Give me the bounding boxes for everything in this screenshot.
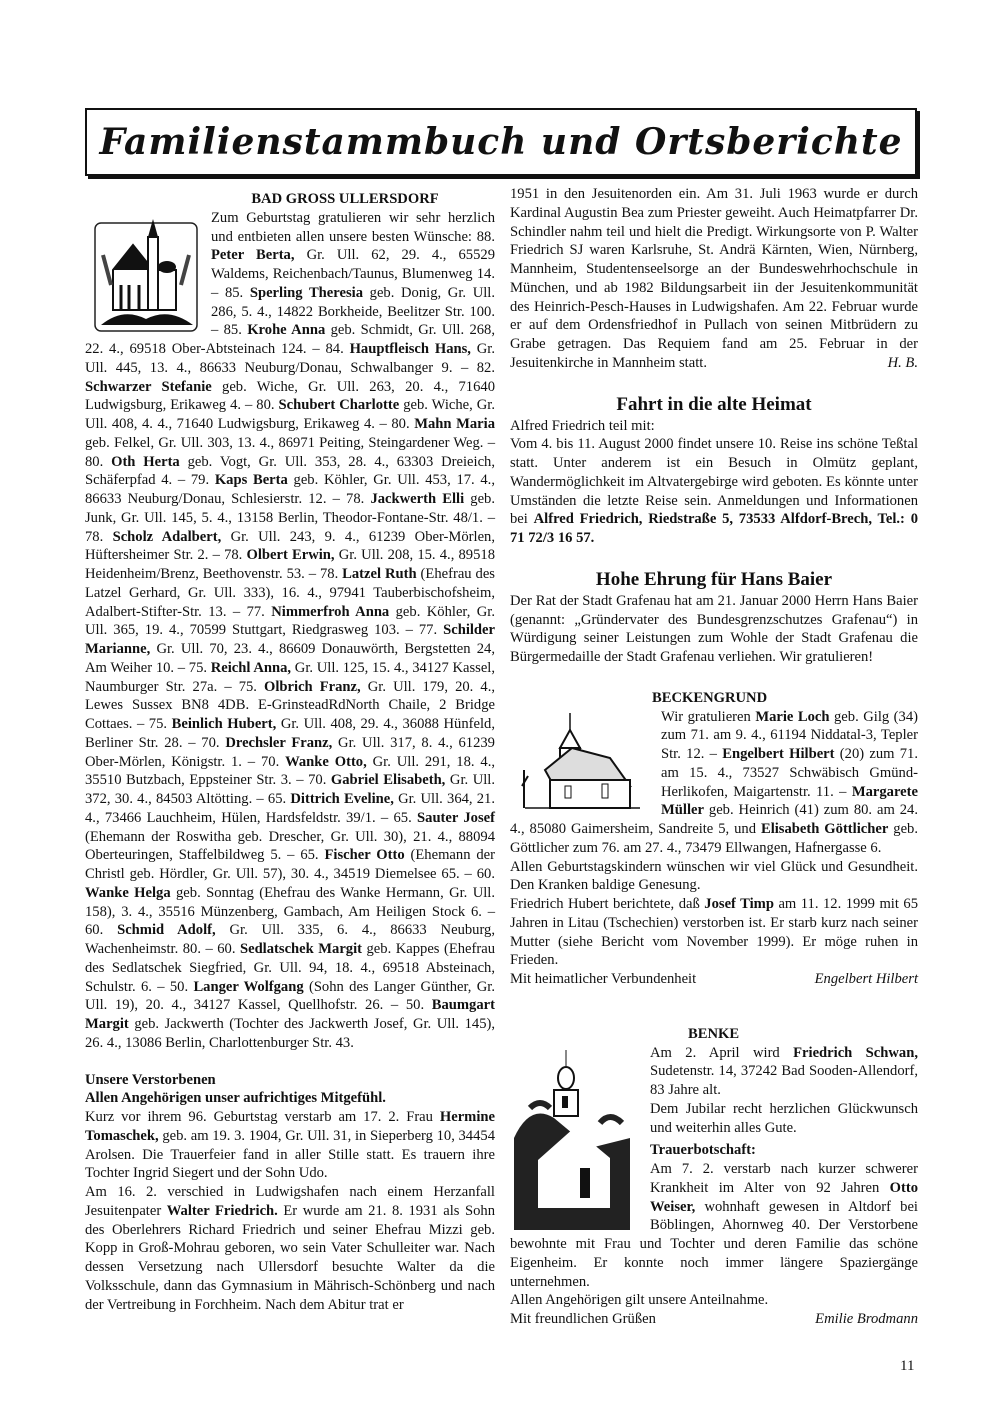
mourning-heading: Trauerbotschaft: bbox=[650, 1142, 756, 1159]
bold-name: Hauptfleisch Hans, bbox=[349, 341, 471, 357]
text-run: Zum Geburtstag gratulieren wir sehr herzlich und entbieten allen unsere besten Wünsche: 88. bbox=[211, 209, 495, 245]
benke-signoff bbox=[510, 1310, 918, 1329]
bold-name: Langer Wolfgang bbox=[193, 978, 304, 995]
section-heading-bad-gross-ullersdorf: BAD GROSS ULLERSDORF bbox=[251, 191, 439, 207]
bold-name: Engelbert Hilbert bbox=[722, 746, 835, 762]
text-run: Gr. Ull. 445, 13. 4., 86633 Neuburg/Donau, Schwalbanger 9. – 82. bbox=[85, 341, 495, 376]
text-run: geb. Heinrich (41) zum 80. am 24. 4., 85080 Gaimersheim, Sandreite 5, und bbox=[510, 802, 918, 837]
bold-name: Sauter Josef bbox=[417, 809, 496, 826]
bold-name: Baumgart Margit bbox=[85, 997, 495, 1032]
text-run: Am 16. 2. verschied in Ludwigshafen nach einem Herzanfall Jesuitenpater bbox=[85, 1184, 495, 1219]
text-run: Gr. Ull. 372, 30. 4., 84503 Altötting. – 65. bbox=[85, 772, 495, 807]
bold-name: Hermine Tomaschek, bbox=[85, 1109, 495, 1144]
bold-name: Wanke Otto, bbox=[285, 753, 367, 770]
bold-name: Walter Friedrich. bbox=[166, 1202, 278, 1219]
deceased-heading: Unsere Verstorbenen bbox=[85, 1071, 216, 1088]
text-run: Friedrich Hubert berichtete, daß bbox=[510, 896, 705, 912]
text-run: geb. Sonntag (Ehefrau des Wanke Hermann, Gr. Ull. 158), 3. 4., 35516 Münzenberg, Gambach, Am Heiligen Stock 6. – 60. bbox=[85, 884, 495, 939]
bold-name: Reichl Anna, bbox=[210, 659, 292, 676]
closing-text: Mit freundlichen Grüßen bbox=[510, 1311, 656, 1327]
text-run: Allen Geburtstagskindern wünschen wir viel Glück und Gesundheit. Den Kranken baldige Genesung. bbox=[510, 858, 918, 894]
bold-name: Josef Timp bbox=[704, 896, 774, 912]
bold-name: Latzel Ruth bbox=[342, 566, 417, 582]
text-run: (Ehefrau des Latzel Gerhard, Gr. Ull. 333), 16. 4., 97941 Tauberbischofsheim, Adalbert-Stifter-Str. 13. – 77. bbox=[85, 566, 495, 620]
text-run: Gr. Ull. 208, 15. 4., 89518 Heidenheim/Brenz, Beethovenstr. 53. – 78. bbox=[85, 547, 495, 582]
bold-name: Peter Berta, bbox=[211, 247, 295, 264]
bold-name: Nimmerfroh Anna bbox=[271, 603, 390, 620]
text-run: geb. Donig, Gr. Ull. 286, 5. 4., 14822 Borkheide, Beelitzer Str. 100. – 85. bbox=[211, 284, 495, 339]
page-number: 11 bbox=[900, 1358, 915, 1374]
chapel-illustration bbox=[510, 708, 655, 820]
beckengrund-wishes bbox=[510, 858, 918, 896]
text-run: (Ehemann der Christl geb. Hördler, Gr. Ull. 57), 30. 4., 34519 Diemelsee 65. – 60. bbox=[85, 847, 496, 882]
text-run: am 11. 12. 1999 mit 65 Jahren in Litau (Tschechien) verstorben ist. Er starb kurz nach seiner Mutter (siehe Bericht vom November 1999). Er möge ruhen in Frieden. bbox=[510, 896, 919, 969]
text-run: Am 2. April wird bbox=[650, 1044, 794, 1061]
bold-name: Scholz Adalbert, bbox=[112, 528, 222, 545]
text-run: geb. Wiche, Gr. Ull. 263, 20. 4., 71640 Ludwigsburg, Erikaweg 4. – 80. bbox=[85, 378, 495, 414]
text-run: Vom 4. bis 11. August 2000 findet unsere 10. Reise ins schöne Teßtal statt. Unter anderem ist ein Besuch in Olmütz geplant, Wandermöglichkeit im Altvatergebirge wird geboten. Es könnte unter Umständen die letzte Reise sein. Anmeldungen und Informationen bei bbox=[510, 436, 918, 528]
bold-name: Gabriel Elisabeth, bbox=[330, 772, 446, 789]
bold-name: Otto Weiser, bbox=[650, 1179, 918, 1215]
bold-name: Sperling Theresia bbox=[249, 284, 363, 301]
text-run: (Sohn des Langer Günther, Gr. Ull. 19), 20. 4., 34127 Kassel, Quellhofstr. 26. – 50. bbox=[85, 978, 495, 1014]
author-signature: Engelbert Hilbert bbox=[814, 971, 918, 987]
text-run: geb. Kappes (Ehefrau des Sedlatschek Siegfried, Gr. Ull. 94, 18. 4., 69518 Absteinach, Schulstr. 6. – 50. bbox=[85, 941, 495, 995]
left-column bbox=[85, 190, 495, 1314]
continuation-text bbox=[510, 186, 918, 371]
text-run: geb. Göttlicher zum 76. am 27. 4., 73479 Ellwangen, Hafnergasse 6. bbox=[510, 821, 918, 856]
bold-name: Wanke Helga bbox=[85, 884, 171, 901]
trip-body bbox=[510, 435, 918, 548]
text-run: Allen Angehörigen gilt unsere Anteilnahme. bbox=[510, 1292, 769, 1309]
closing-text: Mit heimatlicher Verbundenheit bbox=[510, 971, 697, 987]
text-run: Gr. Ull. 70, 23. 4., 86609 Donauwörth, Bergstetten 24, Am Weiher 10. – 75. bbox=[85, 641, 495, 676]
text-run: Gr. Ull. 243, 9. 4., 61239 Ober-Mörlen, Hüftersheimer Str. 2. – 78. bbox=[85, 528, 496, 564]
bold-name: Drechsler Franz, bbox=[225, 734, 333, 751]
text-run: (Ehemann der Roswitha geb. Drescher, Gr. Ull. 30), 21. 4., 88094 Oberteuringen, Staffelbildweg 5. – 65. bbox=[85, 828, 495, 864]
chapel-photo bbox=[510, 1048, 642, 1234]
bold-name: Schwarzer Stefanie bbox=[85, 378, 212, 395]
text-run: geb. Köhler, Gr. Ull. 453, 17. 4., 86633 Neuburg/Donau, Schlesierstr. 12. – 78. bbox=[85, 472, 495, 507]
text-run: Wir gratulieren bbox=[661, 708, 756, 725]
bold-name: Friedrich Schwan, bbox=[793, 1044, 918, 1061]
author-signature: Emilie Brodmann bbox=[815, 1311, 918, 1327]
bold-name: Beinlich Hubert, bbox=[171, 716, 277, 732]
text-run: Gr. Ull. 408, 29. 4., 36088 Hünfeld, Berliner Str. 28. – 70. bbox=[85, 716, 495, 751]
bold-name: Elisabeth Göttlicher bbox=[760, 821, 889, 837]
trip-intro: Alfred Friedrich teil mit: bbox=[510, 417, 655, 434]
text-run: Der Rat der Stadt Grafenau hat am 21. Januar 2000 Herrn Hans Baier (genannt: „Gründervater des Bundesgrenzschutzes Grafenau“) in Würdigung seiner Leistungen zum Wohle der Stadt Grafenau die Bürgermedaille der Stadt Grafenau verliehen. Wir gratulieren! bbox=[510, 592, 918, 665]
bold-name: Marie Loch bbox=[755, 708, 830, 725]
text-run: geb. am 19. 3. 1904, Gr. Ull. 31, in Sieperberg 10, 34454 Arolsen. Die Trauerfeier fand in aller Stille statt. Es trauern ihre Tochter Ingrid Siegert und der Sohn Udo. bbox=[85, 1127, 495, 1182]
bold-name: Olbert Erwin, bbox=[246, 547, 335, 564]
continuation-signature: H. B. bbox=[887, 354, 918, 371]
right-column bbox=[510, 185, 918, 1329]
bold-name: Mahn Maria bbox=[414, 416, 495, 432]
text-run: geb. Schmidt, Gr. Ull. 268, 22. 4., 69518 Ober-Abtsteinach 124. – 84. bbox=[85, 322, 496, 357]
section-heading-benke: BENKE bbox=[688, 1025, 740, 1042]
bold-name: Sedlatschek Margit bbox=[239, 941, 363, 957]
birthday-list bbox=[85, 209, 495, 1053]
bold-name: Alfred Friedrich, Riedstraße 5, 73533 Alfdorf-Brech, Tel.: 0 71 72/3 16 57. bbox=[510, 511, 918, 546]
trip-heading: Fahrt in die alte Heimat bbox=[616, 393, 812, 415]
church-illustration bbox=[93, 215, 203, 335]
text-run: Gr. Ull. 125, 15. 4., 34127 Kassel, Naumburger Str. 27a. – 75. bbox=[85, 659, 495, 695]
beckengrund-obituary bbox=[510, 895, 918, 970]
text-run: wohnhaft gewesen in Altdorf bei Böblingen, Ahornweg 40. Der Verstorbene bewohnte mit Frau und Tochter und deren Familie das schöne Eigenheim. Er konnte noch immer längere Spaziergänge unternehmen. bbox=[510, 1198, 918, 1290]
text-run: Kurz vor ihrem 96. Geburtstag verstarb am 17. 2. Frau bbox=[85, 1109, 440, 1125]
text-run: geb. Junk, Gr. Ull. 145, 5. 4., 13158 Berlin, Theodor-Fontane-Str. 48/1. – 78. bbox=[85, 491, 495, 545]
text-run: Gr. Ull. 179, 20. 4., Lewes Sussex BN8 4DB. E-GrinsteadRdNorth Chaile, 2 Bridge Cottaes. – 75. bbox=[85, 678, 495, 732]
text-run: Gr. Ull. 317, 8. 4., 61239 Ober-Mörlen, Königstr. 1. – 70. bbox=[85, 734, 495, 770]
bold-name: Schubert Charlotte bbox=[278, 397, 400, 414]
text-run: geb. Gilg (34) zum 71. am 9. 4., 61194 Niddatal-3, Tepler Str. 12. – bbox=[661, 708, 918, 762]
text-run: Gr. Ull. 62, 29. 4., 65529 Waldems, Reichenbach/Taunus, Blumenweg 14. – 85. bbox=[211, 247, 495, 301]
bold-name: Fischer Otto bbox=[324, 847, 405, 864]
bold-name: Jackwerth Elli bbox=[370, 491, 465, 507]
text-run: Gr. Ull. 335, 6. 4., 86633 Neuburg, Wachenheimstr. 80. – 60. bbox=[85, 922, 495, 957]
text-run: geb. Köhler, Gr. Ull. 365, 19. 4., 70599 Stuttgart, Riedgrasweg 103. – 77. bbox=[85, 603, 495, 639]
text-run: Gr. Ull. 291, 18. 4., 35510 Butzbach, Eppsteiner Str. 3. – 70. bbox=[85, 753, 496, 789]
obituary-friedrich-continued bbox=[510, 185, 918, 373]
bold-name: Schilder Marianne, bbox=[85, 622, 495, 657]
text-run: Am 7. 2. verstarb nach kurzer schwerer Krankheit im Alter von 92 Jahren bbox=[650, 1161, 918, 1196]
beckengrund-signoff bbox=[510, 970, 918, 989]
section-heading-beckengrund: BECKENGRUND bbox=[652, 689, 768, 706]
bold-name: Krohe Anna bbox=[247, 322, 326, 339]
text-run: Gr. Ull. 364, 21. 4., 73466 Lauchheim, Hülen, Hardsfeldstr. 39/1. – 65. bbox=[85, 791, 496, 826]
text-run: Er wurde am 21. 8. 1931 als Sohn des Oberlehrers Richard Friedrich und seiner Ehefrau Mizzi geb. Kopp in Groß-Mohrau geboren, wo sein Vater Schulleiter war. Nach dessen Versetzung nach Ullersdorf besuchte Walter da die Volksschule, dann das Gymnasium in Mährisch-Schönberg und nach der Vertreibung in Forchheim. Nach dem Abitur trat er bbox=[85, 1202, 495, 1313]
text-run: geb. Felkel, Gr. Ull. 303, 13. 4., 86971 Peiting, Steingardener Weg. – 80. bbox=[85, 434, 495, 470]
text-run: 1951 in den Jesuitenorden ein. Am 31. Juli 1963 wurde er durch Kardinal Augustin Bea zum Priester geweiht. Auch Heimatpfarrer Dr. Schindler nahm teil und hielt die Predigt. Wirkungsorte von P. Walter Friedrich SJ waren Karlsruhe, St. Andrä Kärnten, Wien, Nürnberg, Mannheim, Studentenseelsorge an der Bundeswehrhochschule in München, und ab 1982 Bildungsarbeit iin der Jesuitenkommunität des Heinrich-Pesch-Hauses in Ludwigshafen. Am 22. Februar wurde er auf dem Ordensfriedhof in Pullach von seinen Mitbrüdern zu Grabe getragen. Das Requiem fand am 25. Februar in der Jesuitenkirche in Mannheim statt. bbox=[510, 186, 918, 371]
bold-name: Oth Herta bbox=[111, 453, 180, 470]
text-run: Sudetenstr. 14, 37242 Bad Sooden-Allendorf, 83 Jahre alt. bbox=[650, 1063, 918, 1098]
banner-title: Familienstammbuch und Ortsberichte bbox=[99, 121, 903, 163]
bold-name: Margarete Müller bbox=[661, 783, 918, 819]
text-run: geb. Jackwerth (Tochter des Jackwerth Josef, Gr. Ull. 145), 26. 4., 13086 Berlin, Charlottenburger Str. 43. bbox=[85, 1016, 495, 1051]
text-run: geb. Vogt, Gr. Ull. 353, 28. 4., 63303 Dreieich, Schäferpfad 4. – 79. bbox=[85, 453, 496, 489]
bold-name: Schmid Adolf, bbox=[117, 922, 216, 939]
text-run: (20) zum 71. am 15. 4., 73527 Schwäbisch Gmünd-Herlikofen, Maigartenstr. 11. – bbox=[661, 746, 919, 800]
text-run: Dem Jubilar recht herzlichen Glückwunsch und weiterhin alles Gute. bbox=[650, 1100, 918, 1136]
text-run: geb. Wiche, Gr. Ull. 408, 4. 4., 71640 Ludwigsburg, Erikaweg 4. – 80. bbox=[85, 397, 495, 432]
honor-heading: Hohe Ehrung für Hans Baier bbox=[595, 568, 833, 590]
obituary-tomaschek bbox=[85, 1108, 495, 1183]
bold-name: Kaps Berta bbox=[214, 472, 288, 489]
deceased-subheading: Allen Angehörigen unser aufrichtiges Mitgefühl. bbox=[85, 1090, 386, 1107]
bold-name: Olbrich Franz, bbox=[264, 678, 361, 695]
bold-name: Dittrich Eveline, bbox=[290, 791, 394, 807]
benke-condolence bbox=[510, 1291, 918, 1310]
honor-body bbox=[510, 592, 918, 667]
obituary-friedrich bbox=[85, 1183, 495, 1314]
section-banner bbox=[85, 108, 917, 176]
